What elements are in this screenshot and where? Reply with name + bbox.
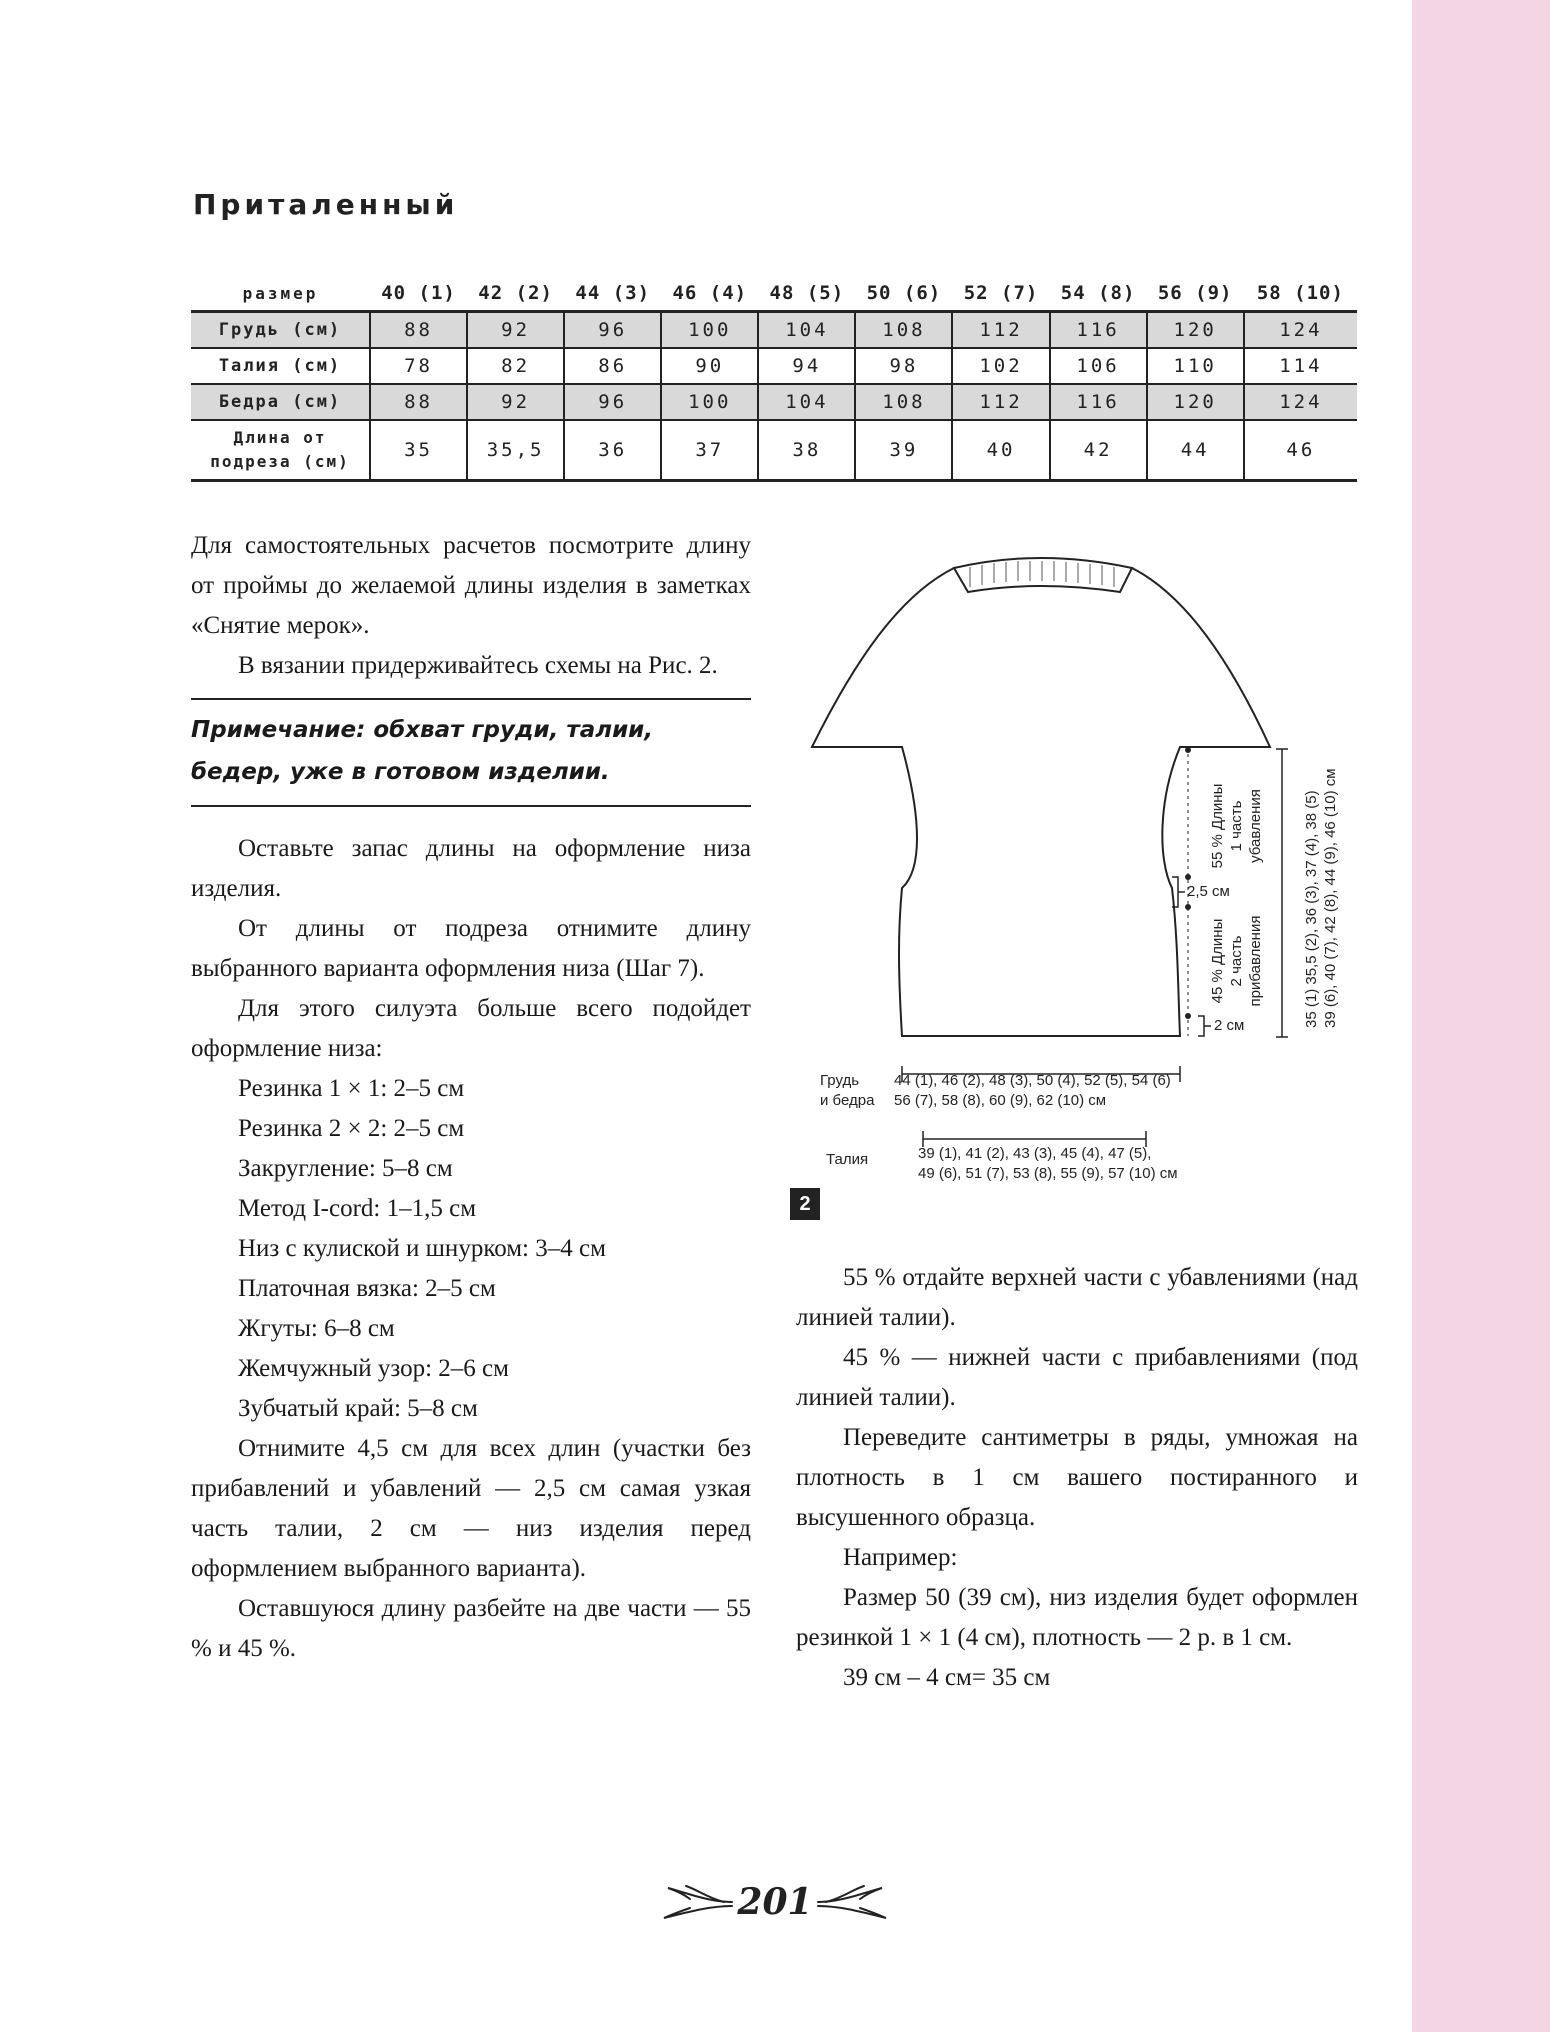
table-cell: 124 (1244, 384, 1357, 420)
table-cell: 37 (661, 420, 758, 481)
size-header-cell: 44 (3) (575, 282, 651, 304)
table-cell: 94 (758, 348, 855, 384)
paragraph: 55 % отдайте верхней части с убавлениями (над линией талии). (796, 1264, 1358, 1331)
table-cell: 35 (370, 420, 467, 481)
table-cell: 88 (370, 384, 467, 420)
chest-hips-label (820, 1071, 874, 1111)
paragraph: От длины от подреза отнимите длину выбранного варианта оформления низа (Шаг 7). (191, 915, 751, 982)
size-header-cell: 54 (8) (1060, 282, 1136, 304)
table-row-waist (191, 348, 1357, 384)
pink-margin-strip (1412, 0, 1550, 2032)
paragraph: Оставьте запас длины на оформление низа изделия. (191, 835, 751, 902)
waist-values-line: 39 (1), 41 (2), 43 (3), 45 (4), 47 (5), (918, 1145, 1152, 1162)
table-cell: 90 (661, 348, 758, 384)
list-item: Жгуты: 6–8 см (238, 1315, 395, 1342)
table-cell: 40 (952, 420, 1049, 481)
table-cell: 112 (952, 384, 1049, 420)
table-cell: 124 (1244, 312, 1357, 349)
table-cell: 102 (952, 348, 1049, 384)
chest-values-line: 56 (7), 58 (8), 60 (9), 62 (10) см (894, 1092, 1107, 1109)
chest-label-line: и бедра (820, 1092, 875, 1109)
table-cell: 116 (1050, 312, 1147, 349)
size-header-cell: 58 (10) (1256, 282, 1344, 304)
upper-part: 1 часть (1228, 800, 1245, 852)
size-table (191, 276, 1357, 482)
list-item: Резинка 1 × 1: 2–5 см (238, 1075, 465, 1102)
table-cell: 100 (661, 312, 758, 349)
paragraph: Отнимите 4,5 см для всех длин (участки без прибавлений и убавлений — 2,5 см самая узкая часть талии, 2 см — низ изделия перед оформлением выбранного варианта). (191, 1435, 751, 1582)
upper-action: убавления (1247, 789, 1264, 863)
list-item: Метод I-cord: 1–1,5 см (238, 1195, 477, 1222)
list-item: Низ с кулиской и шнурком: 3–4 см (238, 1235, 606, 1262)
waist-label: Талия (826, 1151, 869, 1168)
paragraph: Для самостоятельных расчетов посмотрите длину от проймы до желаемой длины изделия в заметках «Снятие мерок». (191, 532, 751, 639)
table-cell: 38 (758, 420, 855, 481)
paragraph: 39 см – 4 см= 35 см (843, 1664, 1051, 1691)
right-column (796, 1258, 1358, 1698)
waist-values-line: 49 (6), 51 (7), 53 (8), 55 (9), 57 (10) см (918, 1165, 1178, 1182)
figure-number-badge: 2 (790, 1188, 820, 1220)
table-cell: 46 (1244, 420, 1357, 481)
paragraph: Для этого силуэта больше всего подойдет оформление низа: (191, 995, 751, 1062)
row-label: Талия (см) (218, 356, 342, 376)
table-cell: 92 (467, 312, 564, 349)
lower-section-label (1208, 906, 1265, 1016)
size-header-cell: 40 (1) (381, 282, 456, 304)
table-cell: 110 (1147, 348, 1244, 384)
table-cell: 39 (855, 420, 952, 481)
section-title: Приталенный (193, 188, 459, 221)
page-number: 201 (737, 1881, 813, 1923)
table-cell: 36 (564, 420, 661, 481)
table-cell: 116 (1050, 384, 1147, 420)
table-cell: 82 (467, 348, 564, 384)
table-row-chest (191, 312, 1357, 349)
table-cell: 108 (855, 384, 952, 420)
size-header-cell: 48 (5) (769, 282, 845, 304)
left-column (191, 526, 751, 1669)
table-cell: 92 (467, 384, 564, 420)
total-length-line: 39 (6), 40 (7), 42 (8), 44 (9), 46 (10) см (1322, 768, 1339, 1028)
total-length-label (1302, 738, 1340, 1028)
row-label-line: подреза (см) (210, 452, 350, 471)
table-cell: 35,5 (467, 420, 564, 481)
table-cell: 106 (1050, 348, 1147, 384)
table-cell: 104 (758, 312, 855, 349)
table-cell: 42 (1050, 420, 1147, 481)
table-cell: 96 (564, 384, 661, 420)
row-label: Грудь (см) (191, 312, 370, 349)
table-cell: 100 (661, 384, 758, 420)
paragraph: В вязании придерживайтесь схемы на Рис. 2. (238, 652, 718, 679)
size-header-cell: 52 (7) (963, 282, 1039, 304)
paragraph: Размер 50 (39 см), низ изделия будет оформлен резинкой 1 × 1 (4 см), плотность — 2 р. в 1 см. (796, 1584, 1358, 1651)
total-length-line: 35 (1) 35,5 (2), 36 (3), 37 (4), 38 (5) (1303, 790, 1320, 1028)
chest-hips-values (894, 1071, 1171, 1111)
table-cell: 114 (1244, 348, 1357, 384)
list-item: Зубчатый край: 5–8 см (238, 1395, 478, 1422)
garment-schematic (790, 550, 1370, 1230)
schematic-drawing (790, 550, 1370, 1230)
row-label (191, 420, 370, 481)
hem-segment-label: 2 см (1214, 1017, 1245, 1034)
table-cell: 120 (1147, 312, 1244, 349)
table-cell: 44 (1147, 420, 1244, 481)
page-number-footer (650, 1872, 900, 1932)
list-item: Платочная вязка: 2–5 см (238, 1275, 496, 1302)
table-cell: 104 (758, 384, 855, 420)
waist-segment-label: 2,5 см (1187, 883, 1230, 900)
upper-pct: 55 % Длины (1209, 783, 1226, 869)
table-row-length (191, 420, 1357, 481)
note-text: Примечание: обхват груди, талии, бедер, уже в готовом изделии. (191, 717, 654, 785)
waist-values (918, 1144, 1178, 1184)
table-cell: 88 (370, 312, 467, 349)
paragraph: Оставшуюся длину разбейте на две части — 55 % и 45 %. (191, 1595, 751, 1662)
table-cell: 120 (1147, 384, 1244, 420)
lower-action: прибавления (1247, 915, 1264, 1007)
list-item: Резинка 2 × 2: 2–5 см (238, 1115, 465, 1142)
table-cell: 108 (855, 312, 952, 349)
list-item: Жемчужный узор: 2–6 см (238, 1355, 509, 1382)
row-label-line: Длина от (233, 428, 327, 447)
paragraph: Например: (843, 1544, 958, 1571)
size-header-cell: 46 (4) (672, 282, 748, 304)
row-label: Бедра (см) (191, 384, 370, 420)
chest-values-line: 44 (1), 46 (2), 48 (3), 50 (4), 52 (5), 54 (6) (894, 1072, 1171, 1089)
size-header-label: размер (242, 283, 319, 303)
table-cell: 98 (855, 348, 952, 384)
table-cell: 96 (564, 312, 661, 349)
lower-part: 2 часть (1228, 935, 1245, 987)
table-cell: 112 (952, 312, 1049, 349)
note-box (191, 698, 751, 807)
table-row-hips (191, 384, 1357, 420)
list-item: Закругление: 5–8 см (238, 1155, 453, 1182)
chest-label-line: Грудь (820, 1072, 860, 1089)
paragraph: 45 % — нижней части с прибавлениями (под линией талии). (796, 1344, 1358, 1411)
size-header-cell: 56 (9) (1157, 282, 1233, 304)
upper-section-label (1208, 756, 1265, 896)
size-header-cell: 42 (2) (478, 282, 553, 304)
table-cell: 86 (564, 348, 661, 384)
paragraph: Переведите сантиметры в ряды, умножая на плотность в 1 см вашего постиранного и высушенного образца. (796, 1424, 1358, 1531)
table-cell: 78 (370, 348, 467, 384)
lower-pct: 45 % Длины (1209, 918, 1226, 1004)
size-header-row (191, 276, 1357, 312)
size-header-cell: 50 (6) (866, 282, 942, 304)
